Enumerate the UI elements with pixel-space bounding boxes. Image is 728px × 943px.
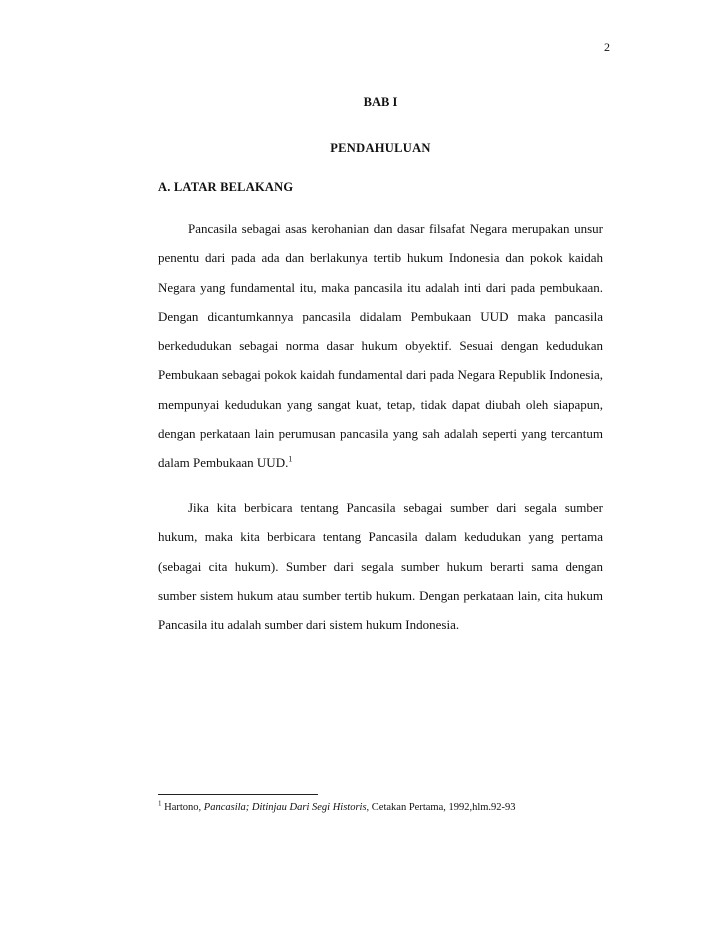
paragraph-2-body: Jika kita berbicara tentang Pancasila sebagai sumber dari segala sumber hukum, maka kita berbicara tentang Pancasila dalam kedudukan yang pertama (sebagai cita hukum). Sumber dari segala sumber hukum berarti sama dengan sumber sistem hukum atau sumber tertib hukum. Dengan perkataan lain, cita hukum Pancasila itu adalah sumber dari sistem hukum Indonesia. [158,500,603,633]
paragraph-1-body [158,214,603,478]
chapter-number: BAB I [363,95,398,109]
section-heading: A. LATAR BELAKANG [158,180,294,194]
footnote-separator [158,794,318,795]
footnote [158,801,603,815]
chapter-title: PENDAHULUAN [330,141,431,155]
paragraph-2 [158,493,603,639]
footnote-book-title: Pancasila; Ditinjau Dari Segi Historis [203,802,367,813]
page-number: 2 [604,40,610,54]
paragraph-1-text: Pancasila sebagai asas kerohanian dan dasar filsafat Negara merupakan unsur penentu dari pada ada dan berlakunya tertib hukum Indonesia dan pokok kaidah Negara yang fundamental itu, maka pancasila itu adalah inti dari pada pembukaan. Dengan dicantumkannya pancasila didalam Pembukaan UUD maka pancasila berkedudukan sebagai norma dasar hukum obyektif. Sesuai dengan kedudukan Pembukaan sebagai pokok kaidah fundamental dari pada Negara Republik Indonesia, mempunyai kedudukan yang sangat kuat, tetap, tidak dapat diubah oleh siapapun, dengan perkataan lain perumusan pancasila yang sah adalah seperti yang tercantum dalam Pembukaan UUD. [158,221,603,471]
footnote-marker: 1 [158,799,162,808]
footnote-details: , Cetakan Pertama, 1992,hlm.92-93 [366,802,516,813]
footnote-reference: 1 [288,455,293,465]
footnote-author: Hartono, [161,802,204,813]
paragraph-1 [158,214,603,478]
